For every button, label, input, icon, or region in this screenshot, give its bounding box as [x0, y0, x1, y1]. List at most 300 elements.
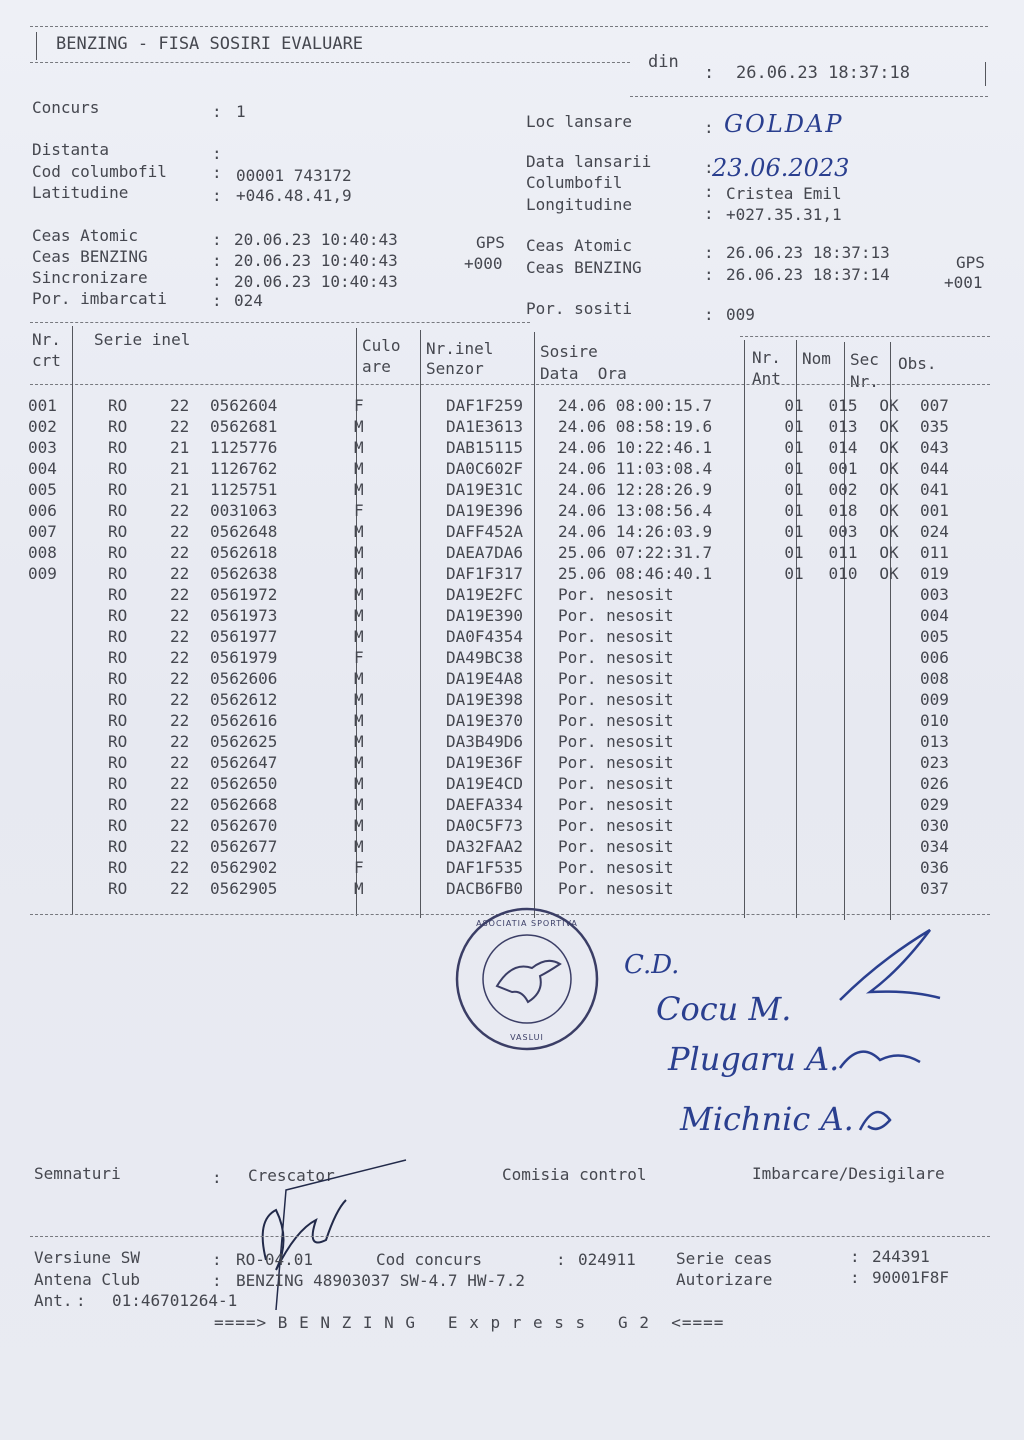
table-row: [28, 500, 980, 521]
row-nom: [820, 731, 866, 752]
row-nr: 002: [28, 417, 57, 436]
row-nom: 010: [828, 564, 858, 583]
row-ring-number: 0561973: [210, 606, 278, 625]
row-sensor: DAEFA334: [446, 795, 524, 814]
row-ring: [90, 626, 354, 647]
row-nom: [820, 815, 866, 836]
row-nom: [820, 752, 866, 773]
row-sensor: DA1E3613: [446, 417, 524, 436]
row-sex: M: [354, 732, 364, 751]
th-culoare-1: Culo: [362, 336, 401, 355]
th-sosire-2: Data Ora: [540, 364, 627, 383]
table-row: [28, 668, 980, 689]
row-ant: [768, 815, 820, 836]
row-year: 22: [170, 711, 190, 730]
table-top-rule-left: [30, 322, 530, 323]
row-ring: [90, 647, 354, 668]
th-serie: Serie inel: [94, 330, 191, 349]
row-year: 22: [170, 669, 190, 688]
row-ant: 01: [784, 522, 804, 541]
row-obs: 029: [920, 795, 949, 814]
row-sex: M: [354, 522, 364, 541]
row-nr: [28, 857, 90, 878]
row-sosire: 24.06 08:00:15.7: [558, 396, 713, 415]
row-nr: [28, 731, 90, 752]
row-sosire: Por. nesosit: [558, 858, 674, 877]
row-year: 22: [170, 417, 190, 436]
concurs-label: Concurs: [32, 98, 100, 117]
row-nom: [820, 878, 866, 899]
row-nom: [820, 584, 866, 605]
longitudine-label: Longitudine: [526, 195, 632, 214]
row-ring: [90, 458, 354, 479]
columbofil-colon: :: [704, 182, 714, 201]
row-obs: 013: [920, 732, 949, 751]
row-nom: 001: [828, 459, 858, 478]
row-sensor: DA3B49D6: [446, 732, 524, 751]
row-sex: M: [354, 480, 364, 499]
row-sosire: 24.06 10:22:46.1: [558, 438, 713, 457]
row-sosire: Por. nesosit: [558, 669, 674, 688]
row-sosire: Por. nesosit: [558, 795, 674, 814]
autorizare-value: 90001F8F: [872, 1268, 950, 1287]
row-sec: OK: [879, 522, 899, 541]
row-ring-number: 0562606: [210, 669, 278, 688]
por-sositi-value: 009: [726, 305, 755, 324]
imbarcare-label: Imbarcare/Desigilare: [752, 1164, 945, 1183]
row-sex: M: [354, 837, 364, 856]
row-year: 22: [170, 648, 190, 667]
row-sensor: DA19E4CD: [446, 774, 524, 793]
row-sec: [866, 689, 912, 710]
concurs-colon: :: [212, 102, 222, 121]
row-obs: 001: [920, 501, 949, 520]
row-sex: M: [354, 438, 364, 457]
row-year: 22: [170, 564, 190, 583]
row-ant: 01: [784, 564, 804, 583]
row-sosire: Por. nesosit: [558, 774, 674, 793]
row-ant: 01: [784, 543, 804, 562]
row-ant: 01: [784, 396, 804, 415]
row-nr: [28, 584, 90, 605]
ceas-atomic-end: 26.06.23 18:37:13: [726, 243, 890, 262]
row-nr: 008: [28, 543, 57, 562]
semnaturi-colon: :: [212, 1168, 222, 1187]
versiune-label: Versiune SW: [34, 1248, 140, 1267]
row-sec: OK: [879, 480, 899, 499]
por-imbarcati-value: 024: [234, 291, 263, 310]
row-sensor: DA19E390: [446, 606, 524, 625]
row-sosire: Por. nesosit: [558, 606, 674, 625]
th-nr-2: crt: [32, 351, 61, 370]
row-sec: [866, 584, 912, 605]
row-ant: 01: [784, 480, 804, 499]
row-sex: M: [354, 417, 364, 436]
row-nom: 015: [828, 396, 858, 415]
th-senzor-1: Nr.inel: [426, 339, 494, 358]
row-year: 22: [170, 858, 190, 877]
row-ring: [90, 668, 354, 689]
row-nr: [28, 605, 90, 626]
row-sex: M: [354, 690, 364, 709]
row-color: [384, 773, 446, 794]
ceas-atomic-label: Ceas Atomic: [32, 226, 138, 245]
autorizare-label: Autorizare: [676, 1270, 773, 1289]
table-row: [28, 521, 980, 542]
row-ring-number: 0561972: [210, 585, 278, 604]
row-year: 22: [170, 774, 190, 793]
row-sec: [866, 752, 912, 773]
row-color: [384, 815, 446, 836]
row-ring-number: 0562648: [210, 522, 278, 541]
th-nr-1: Nr.: [32, 330, 61, 349]
row-sensor: DAB15115: [446, 438, 524, 457]
row-sosire: Por. nesosit: [558, 648, 674, 667]
row-nom: 002: [828, 480, 858, 499]
table-row: [28, 584, 980, 605]
row-year: 22: [170, 627, 190, 646]
din-colon: :: [704, 63, 715, 83]
row-ring: [90, 731, 354, 752]
row-nr: [28, 752, 90, 773]
row-year: 22: [170, 522, 190, 541]
document-title: BENZING - FISA SOSIRI EVALUARE: [56, 34, 364, 54]
por-imbarcati-colon: :: [212, 291, 222, 310]
row-color: [384, 437, 446, 458]
din-label: din: [648, 52, 679, 72]
row-ring-number: 0562616: [210, 711, 278, 730]
row-country: RO: [108, 690, 128, 709]
th-sosire-1: Sosire: [540, 342, 598, 361]
row-sec: [866, 815, 912, 836]
row-country: RO: [108, 585, 128, 604]
serie-ceas-colon: :: [850, 1247, 860, 1266]
columbofil-value: Cristea Emil: [726, 184, 842, 203]
row-sosire: Por. nesosit: [558, 711, 674, 730]
row-sex: M: [354, 816, 364, 835]
row-obs: 005: [920, 627, 949, 646]
distanta-label: Distanta: [32, 140, 110, 159]
row-sec: OK: [879, 459, 899, 478]
row-ring-number: 0562670: [210, 816, 278, 835]
table-row: [28, 542, 980, 563]
row-country: RO: [108, 732, 128, 751]
row-nr: [28, 815, 90, 836]
row-country: RO: [108, 459, 128, 478]
row-color: [384, 647, 446, 668]
row-color: [384, 521, 446, 542]
sincronizare-value: 20.06.23 10:40:43: [234, 272, 398, 291]
row-obs: 034: [920, 837, 949, 856]
row-ring: [90, 479, 354, 500]
commission-name-3: Michnic A.: [680, 1100, 854, 1138]
row-ant: [768, 710, 820, 731]
row-color: [384, 857, 446, 878]
row-sex: M: [354, 711, 364, 730]
crescator-label: Crescator: [248, 1166, 335, 1185]
row-year: 21: [170, 438, 190, 457]
row-ring: [90, 710, 354, 731]
row-sensor: DA0C602F: [446, 459, 524, 478]
row-color: [384, 458, 446, 479]
row-year: 22: [170, 585, 190, 604]
sincronizare-colon: :: [212, 271, 222, 290]
row-ring: [90, 773, 354, 794]
ceas-atomic-label-right: Ceas Atomic: [526, 236, 632, 255]
row-obs: 026: [920, 774, 949, 793]
serie-ceas-label: Serie ceas: [676, 1249, 773, 1268]
antena-colon: :: [212, 1271, 222, 1290]
row-sec: OK: [879, 438, 899, 457]
cod-concurs-colon: :: [556, 1250, 566, 1269]
loc-lansare-label: Loc lansare: [526, 112, 632, 131]
versiune-value: RO-04.01: [236, 1250, 314, 1269]
row-ant: 01: [784, 438, 804, 457]
row-sensor: DA19E2FC: [446, 585, 524, 604]
concurs-value: 1: [236, 102, 246, 121]
row-obs: 009: [920, 690, 949, 709]
row-ant: [768, 689, 820, 710]
row-country: RO: [108, 753, 128, 772]
row-sec: OK: [879, 543, 899, 562]
row-sensor: DA0C5F73: [446, 816, 524, 835]
row-ant: [768, 626, 820, 647]
ant-colon: :: [76, 1291, 86, 1310]
row-country: RO: [108, 711, 128, 730]
row-ring: [90, 857, 354, 878]
data-lansarii-colon: :: [704, 158, 714, 177]
row-color: [384, 836, 446, 857]
ceas-benzing-end-diff: +001: [944, 273, 983, 292]
table-top-rule-right: [740, 336, 990, 337]
row-country: RO: [108, 417, 128, 436]
row-ring-number: 0561977: [210, 627, 278, 646]
ceas-atomic-start: 20.06.23 10:40:43: [234, 230, 398, 249]
row-ring: [90, 752, 354, 773]
comisia-label: Comisia control: [502, 1165, 647, 1184]
row-ring-number: 0561979: [210, 648, 278, 667]
row-year: 22: [170, 732, 190, 751]
row-obs: 007: [920, 396, 949, 415]
row-sec: [866, 836, 912, 857]
ant-label: Ant.: [34, 1291, 73, 1310]
row-ring: [90, 605, 354, 626]
commission-signatures: [820, 920, 960, 1140]
row-ring-number: 0562604: [210, 396, 278, 415]
row-nr: 005: [28, 480, 57, 499]
ceas-atomic-start-src: GPS: [476, 233, 505, 252]
row-sosire: Por. nesosit: [558, 585, 674, 604]
ceas-benzing-label-right: Ceas BENZING: [526, 258, 642, 277]
row-obs: 041: [920, 480, 949, 499]
row-sensor: DAF1F317: [446, 564, 524, 583]
ceas-atomic-end-src: GPS: [956, 253, 985, 272]
row-obs: 011: [920, 543, 949, 562]
table-row: [28, 416, 980, 437]
row-sosire: Por. nesosit: [558, 753, 674, 772]
benzing-express-line: ====> B E N Z I N G E x p r e s s G 2 <====: [214, 1313, 725, 1332]
commission-name-2: Plugaru A.: [668, 1040, 840, 1078]
row-nr: [28, 878, 90, 899]
table-row: [28, 563, 980, 584]
row-ring: [90, 794, 354, 815]
association-stamp: [452, 906, 602, 1052]
cod-columbofil-label: Cod columbofil: [32, 162, 167, 181]
row-country: RO: [108, 795, 128, 814]
footer-top-rule: [30, 1236, 990, 1237]
por-sositi-label: Por. sositi: [526, 299, 632, 318]
row-ant: [768, 857, 820, 878]
row-sec: [866, 878, 912, 899]
row-sex: F: [354, 396, 364, 415]
row-year: 22: [170, 753, 190, 772]
table-row: [28, 878, 980, 899]
row-year: 22: [170, 816, 190, 835]
row-obs: 004: [920, 606, 949, 625]
row-sec: OK: [879, 564, 899, 583]
arrivals-table: [28, 395, 980, 899]
th-nom: Nom: [802, 349, 831, 368]
row-country: RO: [108, 648, 128, 667]
row-ring-number: 1125751: [210, 480, 278, 499]
row-nr: [28, 794, 90, 815]
row-obs: 036: [920, 858, 949, 877]
th-culoare-2: are: [362, 357, 391, 376]
th-ant-1: Nr.: [752, 348, 781, 367]
row-year: 21: [170, 459, 190, 478]
table-row: [28, 626, 980, 647]
row-sex: M: [354, 669, 364, 688]
row-sec: OK: [879, 396, 899, 415]
row-sec: [866, 773, 912, 794]
table-row: [28, 605, 980, 626]
row-obs: 044: [920, 459, 949, 478]
row-country: RO: [108, 606, 128, 625]
row-country: RO: [108, 564, 128, 583]
row-sosire: 25.06 07:22:31.7: [558, 543, 713, 562]
row-sosire: Por. nesosit: [558, 837, 674, 856]
row-color: [384, 689, 446, 710]
row-year: 22: [170, 690, 190, 709]
table-row: [28, 836, 980, 857]
row-ring: [90, 500, 354, 521]
row-ring-number: 0562647: [210, 753, 278, 772]
row-color: [384, 794, 446, 815]
row-obs: 023: [920, 753, 949, 772]
row-ant: 01: [784, 459, 804, 478]
row-sec: OK: [879, 417, 899, 436]
table-row: [28, 815, 980, 836]
row-sensor: DA19E370: [446, 711, 524, 730]
versiune-colon: :: [212, 1250, 222, 1269]
table-row: [28, 857, 980, 878]
row-sex: M: [354, 585, 364, 604]
loc-lansare-colon: :: [704, 118, 714, 137]
row-sec: [866, 668, 912, 689]
ceas-benzing-colon: :: [212, 251, 222, 270]
latitudine-label: Latitudine: [32, 183, 129, 202]
row-ring: [90, 584, 354, 605]
row-ring-number: 0562612: [210, 690, 278, 709]
cod-concurs-label: Cod concurs: [376, 1250, 482, 1269]
row-color: [384, 731, 446, 752]
row-ring-number: 0562902: [210, 858, 278, 877]
row-color: [384, 878, 446, 899]
row-nr: [28, 710, 90, 731]
row-color: [384, 710, 446, 731]
ceas-benzing-start: 20.06.23 10:40:43: [234, 251, 398, 270]
serie-ceas-value: 244391: [872, 1247, 930, 1266]
row-year: 22: [170, 396, 190, 415]
row-nom: [820, 689, 866, 710]
row-ring-number: 0562625: [210, 732, 278, 751]
row-nom: [820, 647, 866, 668]
row-sex: F: [354, 858, 364, 877]
svg-text:ASOCIATIA SPORTIVA: ASOCIATIA SPORTIVA: [476, 919, 578, 928]
row-nom: [820, 836, 866, 857]
table-row: [28, 794, 980, 815]
row-ring: [90, 563, 354, 584]
latitudine-value: +046.48.41,9: [236, 186, 352, 205]
row-color: [384, 542, 446, 563]
th-senzor-2: Senzor: [426, 359, 484, 378]
row-sensor: DA0F4354: [446, 627, 524, 646]
row-sosire: 24.06 13:08:56.4: [558, 501, 713, 520]
row-ring: [90, 836, 354, 857]
commission-name-1: Cocu M.: [656, 990, 792, 1028]
row-country: RO: [108, 816, 128, 835]
row-sex: M: [354, 564, 364, 583]
row-ant: [768, 668, 820, 689]
row-sensor: DAF1F535: [446, 858, 524, 877]
table-row: [28, 731, 980, 752]
row-sosire: Por. nesosit: [558, 690, 674, 709]
table-row: [28, 458, 980, 479]
row-sec: [866, 647, 912, 668]
row-sec: [866, 857, 912, 878]
ceas-benzing-end-colon: :: [704, 265, 714, 284]
row-sensor: DAEA7DA6: [446, 543, 524, 562]
antena-label: Antena Club: [34, 1270, 140, 1289]
sincronizare-label: Sincronizare: [32, 268, 148, 287]
row-sex: M: [354, 753, 364, 772]
row-nr: 003: [28, 438, 57, 457]
row-obs: 043: [920, 438, 949, 457]
row-nr: 004: [28, 459, 57, 478]
row-sensor: DAFF452A: [446, 522, 524, 541]
table-row: [28, 437, 980, 458]
row-nr: [28, 668, 90, 689]
row-sensor: DACB6FB0: [446, 879, 524, 898]
row-sosire: 24.06 08:58:19.6: [558, 417, 713, 436]
row-sensor: DA19E36F: [446, 753, 524, 772]
row-ant: [768, 731, 820, 752]
row-ring: [90, 815, 354, 836]
th-ant-2: Ant: [752, 369, 781, 388]
row-ring: [90, 878, 354, 899]
row-year: 21: [170, 480, 190, 499]
longitudine-value: +027.35.31,1: [726, 205, 842, 224]
table-row: [28, 479, 980, 500]
row-obs: 010: [920, 711, 949, 730]
row-sec: [866, 794, 912, 815]
row-sensor: DA32FAA2: [446, 837, 524, 856]
row-country: RO: [108, 543, 128, 562]
ceas-atomic-colon: :: [212, 230, 222, 249]
ceas-benzing-end: 26.06.23 18:37:14: [726, 265, 890, 284]
row-ant: [768, 878, 820, 899]
row-sex: M: [354, 879, 364, 898]
